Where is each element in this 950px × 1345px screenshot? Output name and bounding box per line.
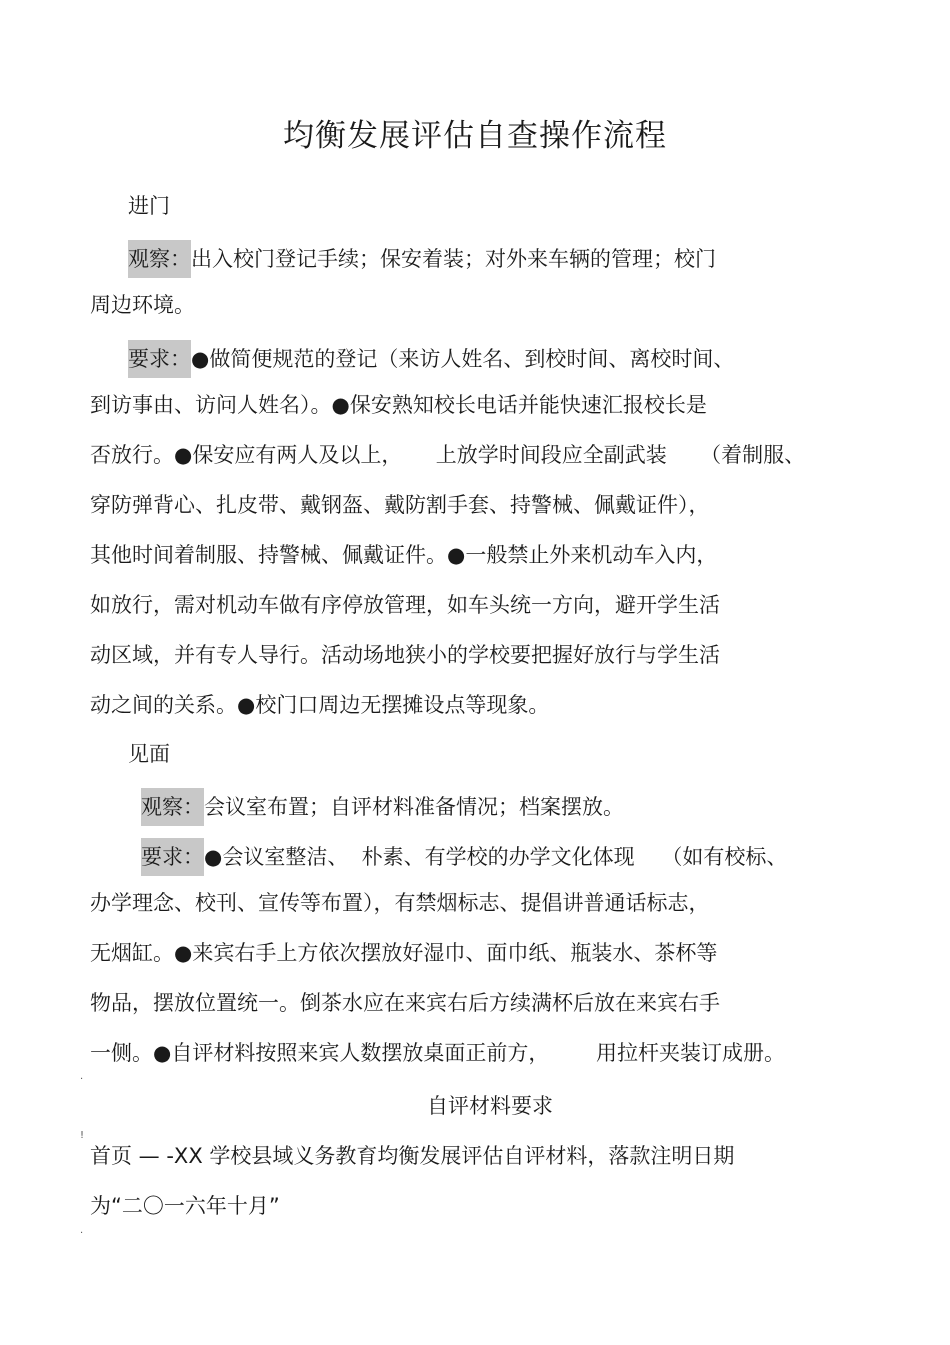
require-text: 到访事由、访问人姓名）。●保安熟知校长电话并能快速汇报校长是 — [90, 393, 707, 417]
observe-line — [141, 788, 624, 826]
observe-text: 会议室布置；自评材料准备情况；档案摆放。 — [204, 795, 624, 819]
require-label: 要求： — [128, 340, 191, 378]
require-line — [141, 838, 787, 876]
observe-label: 观察： — [141, 788, 204, 826]
stray-mark: . — [80, 1225, 84, 1236]
cover-text: 为“二〇一六年十月” — [90, 1194, 280, 1218]
observe-line — [128, 240, 716, 278]
subheading: 自评材料要求 — [427, 1094, 553, 1118]
stray-mark: . — [80, 1071, 84, 1082]
require-text: 物品，摆放位置统一。倒茶水应在来宾右后方续满杯后放在来宾右手 — [90, 991, 720, 1015]
require-text: 穿防弹背心、扎皮带、戴钢盔、戴防割手套、持警械、佩戴证件）， — [90, 493, 710, 517]
require-text: ●会议室整洁、 朴素、有学校的办学文化体现 （如有校标、 — [204, 845, 788, 869]
section-heading-meeting: 见面 — [128, 742, 170, 766]
document-title: 均衡发展评估自查操作流程 — [283, 118, 667, 154]
require-text: 如放行，需对机动车做有序停放管理，如车头统一方向，避开学生活 — [90, 593, 720, 617]
observe-label: 观察： — [128, 240, 191, 278]
stray-mark: ! — [80, 1130, 85, 1141]
require-line — [128, 340, 734, 378]
section-heading-entrance: 进门 — [128, 194, 170, 218]
require-label: 要求： — [141, 838, 204, 876]
require-text: 其他时间着制服、持警械、佩戴证件。●一般禁止外来机动车入内， — [90, 543, 718, 567]
require-text: 动区域，并有专人导行。活动场地狭小的学校要把握好放行与学生活 — [90, 643, 720, 667]
require-text: ●做简便规范的登记（来访人姓名、到校时间、离校时间、 — [191, 347, 735, 371]
require-text: 动之间的关系。●校门口周边无摆摊设点等现象。 — [90, 693, 550, 717]
require-text: 一侧。●自评材料按照来宾人数摆放桌面正前方， 用拉杆夹装订成册。 — [90, 1041, 786, 1065]
require-text: 办学理念、校刊、宣传等布置），有禁烟标志、提倡讲普通话标志， — [90, 891, 710, 915]
observe-text: 周边环境。 — [90, 293, 195, 317]
require-text: 否放行。●保安应有两人及以上， 上放学时间段应全副武装 （着制服、 — [90, 443, 806, 467]
require-text: 无烟缸。●来宾右手上方依次摆放好湿巾、面巾纸、瓶装水、茶杯等 — [90, 941, 718, 965]
observe-text: 出入校门登记手续；保安着装；对外来车辆的管理；校门 — [191, 247, 716, 271]
cover-text: 首页 — -XX 学校县域义务教育均衡发展评估自评材料，落款注明日期 — [90, 1144, 735, 1168]
